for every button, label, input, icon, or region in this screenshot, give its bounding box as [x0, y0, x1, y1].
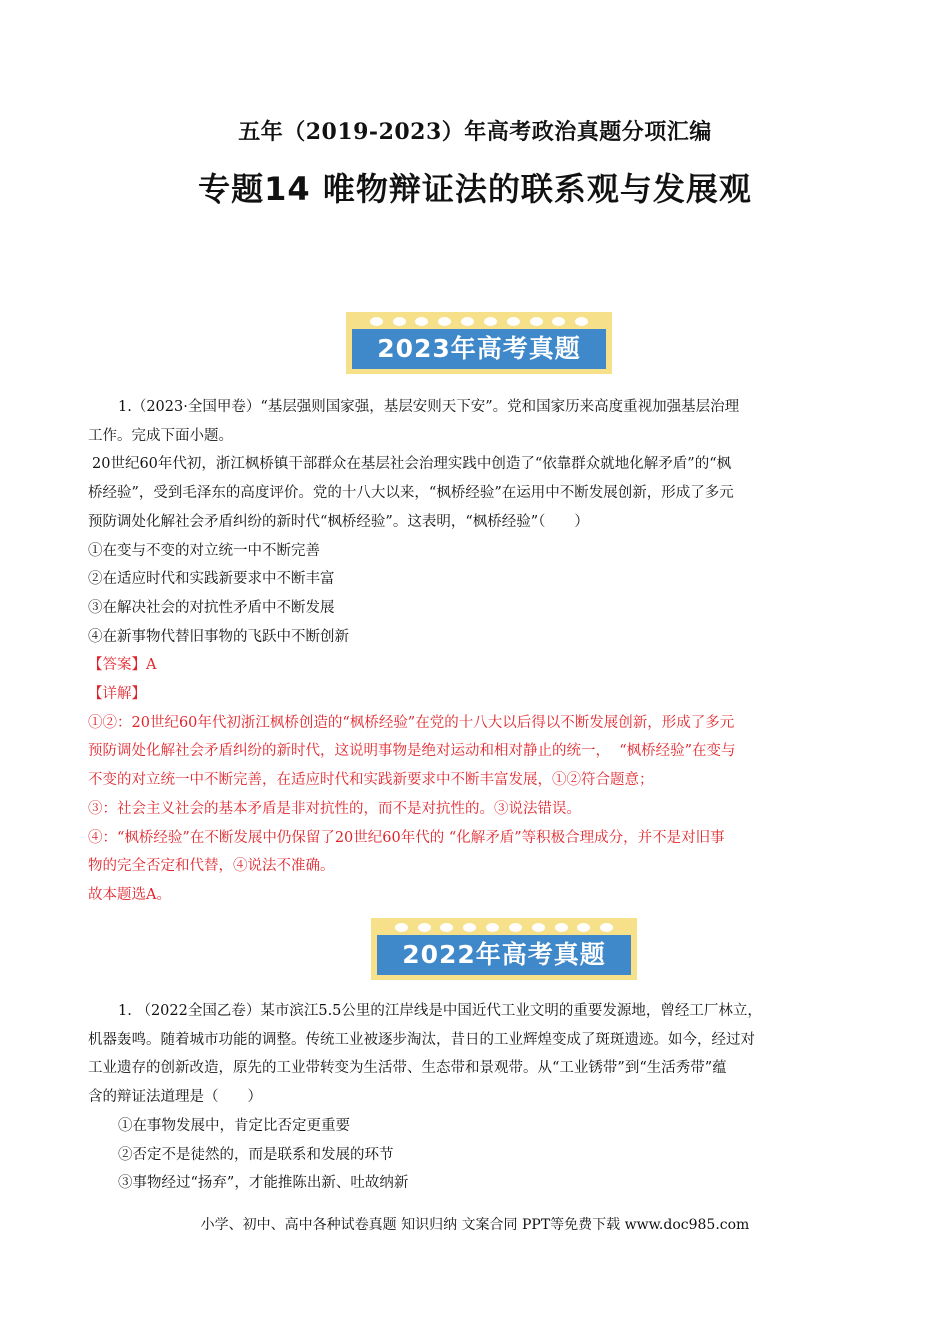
question-stem-line: 工业遗存的创新改造，原先的工业带转变为生活带、生态带和景观带。从“工业锈带”到“生活秀带”蕴 — [88, 1060, 727, 1077]
answer-label: 【答案】A — [88, 657, 157, 674]
material-line: 预防调处化解社会矛盾纠纷的新时代“枫桥经验”。这表明，“枫桥经验”（ ） — [88, 513, 589, 530]
banner-2023-label: 2023年高考真题 — [352, 329, 606, 369]
material-line: 20世纪60年代初，浙江枫桥镇干部群众在基层社会治理实践中创造了“依靠群众就地化解矛盾”的“枫 — [92, 456, 732, 473]
banner-2023 — [346, 312, 612, 374]
question-stem-line: 机器轰鸣。随着城市功能的调整。传统工业被逐步淘汰，昔日的工业辉煌变成了斑斑遗迹。如今，经过对 — [88, 1031, 755, 1048]
document-subtitle: 五年（2019-2023）年高考政治真题分项汇编 — [238, 119, 712, 145]
material-line: 桥经验”，受到毛泽东的高度评价。党的十八大以来，“枫桥经验”在运用中不断发展创新，形成了多元 — [88, 485, 734, 502]
banner-binding — [346, 315, 612, 327]
option-1: ①在变与不变的对立统一中不断完善 — [88, 542, 320, 559]
explanation-line: 不变的对立统一中不断完善，在适应时代和实践新要求中不断丰富发展，①②符合题意； — [88, 772, 654, 789]
option-3: ③在解决社会的对抗性矛盾中不断发展 — [88, 599, 335, 616]
option-3: ③事物经过“扬弃”，才能推陈出新、吐故纳新 — [118, 1175, 409, 1192]
explanation-line: ④：“枫桥经验”在不断发展中仍保留了20世纪60年代的 “化解矛盾”等积极合理成分，并不是对旧事 — [88, 829, 725, 846]
option-2: ②否定不是徒然的，而是联系和发展的环节 — [118, 1146, 394, 1163]
option-4: ④在新事物代替旧事物的飞跃中不断创新 — [88, 628, 349, 645]
banner-binding — [371, 921, 637, 933]
option-2: ②在适应时代和实践新要求中不断丰富 — [88, 571, 335, 588]
question-2022 — [88, 997, 862, 1198]
question-2023 — [88, 393, 862, 910]
banner-2022 — [371, 918, 637, 980]
question-stem-line: 含的辩证法道理是（ ） — [88, 1089, 262, 1106]
question-stem-line: 1. （2022全国乙卷）某市滨江5.5公里的江岸线是中国近代工业文明的重要发源地，曾经工厂林立， — [118, 1003, 762, 1019]
explanation-line: 物的完全否定和代替，④说法不准确。 — [88, 858, 335, 875]
option-1: ①在事物发展中，肯定比否定更重要 — [118, 1117, 350, 1134]
explanation-line: 预防调处化解社会矛盾纠纷的新时代，这说明事物是绝对运动和相对静止的统一， “枫桥经验”在变与 — [88, 743, 736, 760]
explanation-line: ③：社会主义社会的基本矛盾是非对抗性的，而不是对抗性的。③说法错误。 — [88, 800, 581, 817]
question-stem-line: 1.（2023·全国甲卷）“基层强则国家强，基层安则天下安”。党和国家历来高度重视加强基层治理 — [118, 399, 740, 415]
page-footer: 小学、初中、高中各种试卷真题 知识归纳 文案合同 PPT等免费下载 www.doc985.com — [200, 1217, 750, 1233]
conclusion: 故本题选A。 — [88, 886, 171, 903]
explanation-line: ①②：20世纪60年代初浙江枫桥创造的“枫桥经验”在党的十八大以后得以不断发展创新，形成了多元 — [88, 714, 735, 731]
question-stem-line: 工作。完成下面小题。 — [88, 427, 233, 444]
detail-label: 【详解】 — [88, 686, 146, 703]
banner-2022-label: 2022年高考真题 — [377, 935, 631, 975]
document-title: 专题14 唯物辩证法的联系观与发展观 — [198, 170, 752, 208]
